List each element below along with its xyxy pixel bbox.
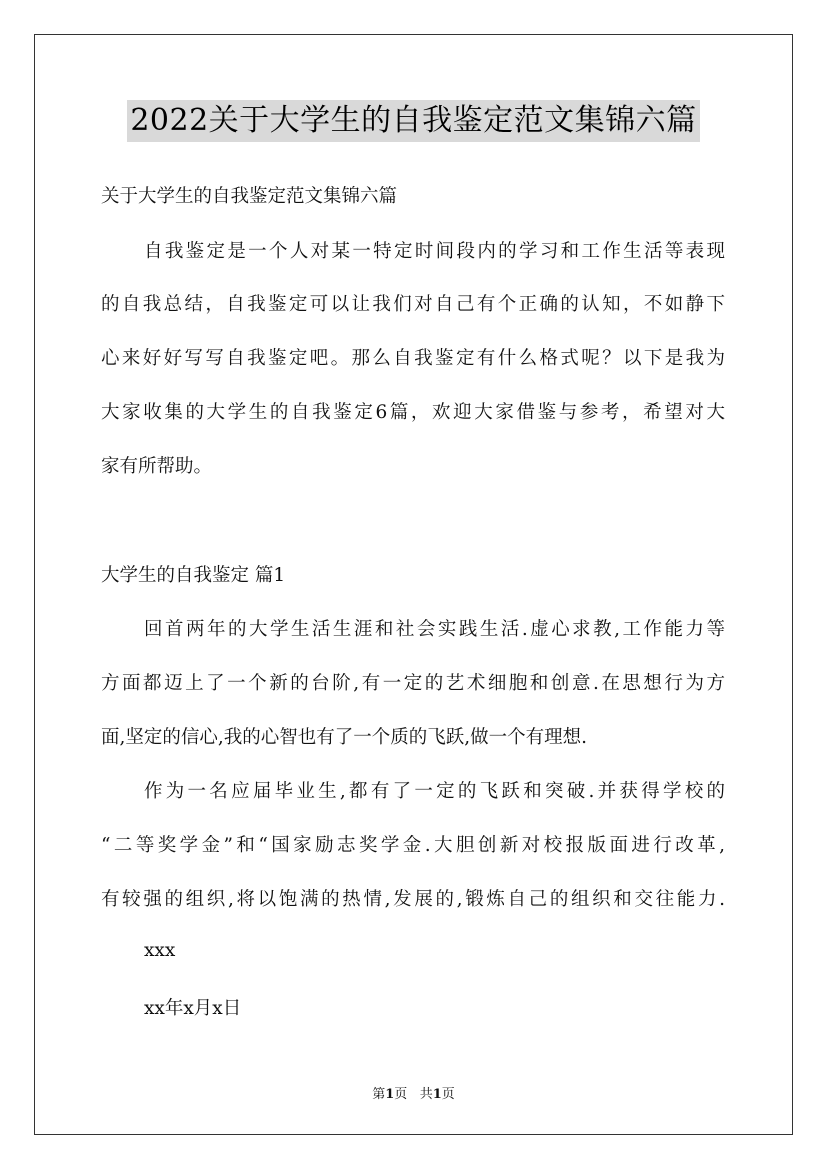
intro-line-5: 家有所帮助。 [101, 456, 213, 477]
footer-page-suffix: 页 [394, 1087, 408, 1102]
document-title: 2022关于大学生的自我鉴定范文集锦六篇 [127, 100, 699, 142]
title-container [0, 100, 827, 142]
para1-line-2: 方面都迈上了一个新的台阶,有一定的艺术细胞和创意.在思想行为方 [101, 673, 725, 694]
intro-line-2: 的自我总结，自我鉴定可以让我们对自己有个正确的认知，不如静下 [101, 294, 725, 315]
signature: xxx [144, 940, 176, 961]
footer-total-suffix: 页 [441, 1087, 455, 1102]
footer-page-number: 1 [385, 1087, 395, 1102]
intro-line-4: 大家收集的大学生的自我鉴定6篇，欢迎大家借鉴与参考，希望对大 [101, 402, 725, 423]
para1-line-1: 回首两年的大学生活生涯和社会实践生活.虚心求教,工作能力等 [144, 619, 725, 640]
intro-line-1: 自我鉴定是一个人对某一特定时间段内的学习和工作生活等表现 [144, 241, 725, 262]
subtitle: 关于大学生的自我鉴定范文集锦六篇 [101, 186, 398, 207]
date: xx年x月x日 [144, 998, 242, 1019]
footer-total-number: 1 [432, 1087, 442, 1102]
footer-page-prefix: 第 [372, 1087, 386, 1102]
section-heading: 大学生的自我鉴定 篇1 [101, 565, 286, 586]
para1-line-3: 面,坚定的信心,我的心智也有了一个质的飞跃,做一个有理想. [101, 727, 588, 748]
para2-line-2: “二等奖学金”和“国家励志奖学金.大胆创新对校报版面进行改革, [101, 835, 725, 856]
footer-total-prefix: 共 [419, 1087, 433, 1102]
intro-line-3: 心来好好写写自我鉴定吧。那么自我鉴定有什么格式呢？以下是我为 [101, 348, 725, 369]
page-footer [0, 1083, 827, 1102]
para2-line-3: 有较强的组织,将以饱满的热情,发展的,锻炼自己的组织和交往能力. [101, 889, 725, 910]
para2-line-1: 作为一名应届毕业生,都有了一定的飞跃和突破.并获得学校的 [144, 781, 725, 802]
